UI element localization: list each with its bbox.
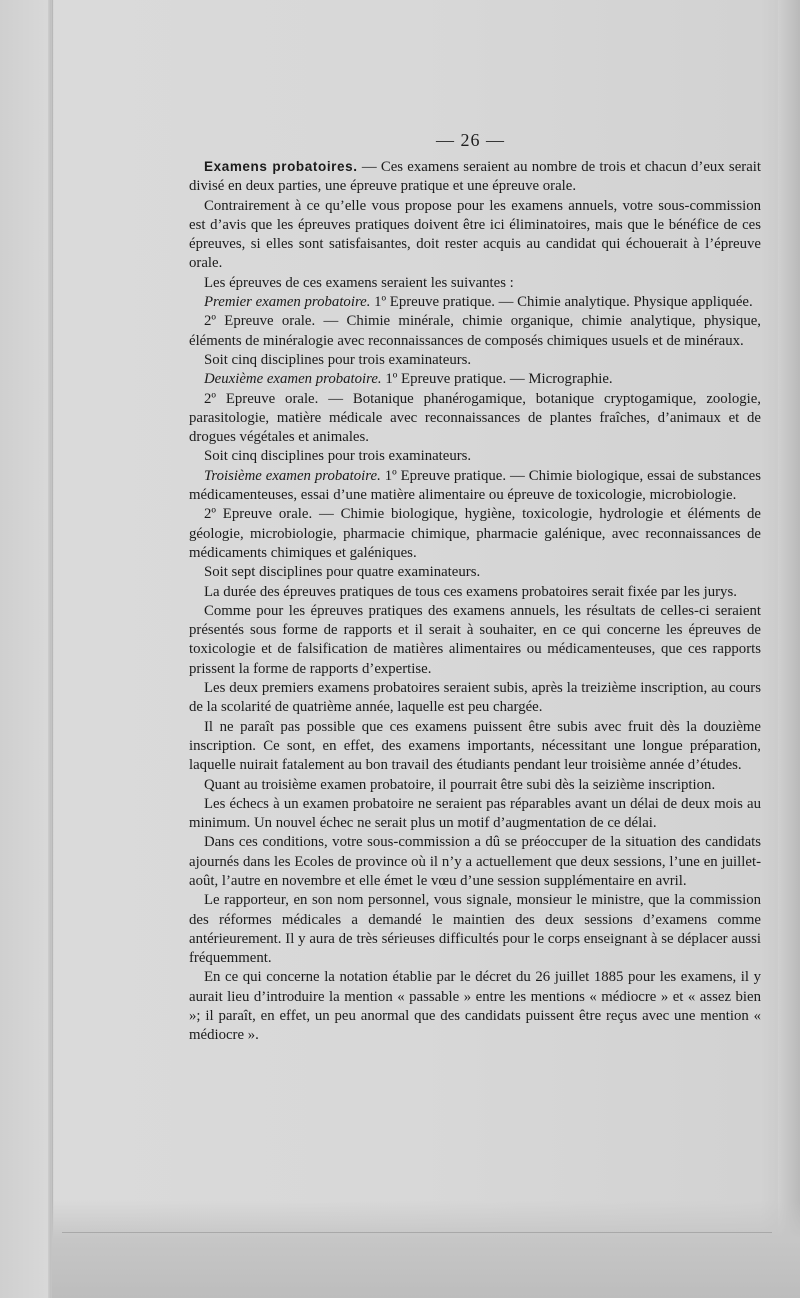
- exam-title: Deuxième examen probatoire.: [204, 371, 382, 388]
- paragraph: Soit cinq disciplines pour trois examinateurs.: [204, 448, 472, 465]
- paragraph: [189, 157, 761, 197]
- paragraph-text: — Ces examens seraient au nombre de trois et chacun d’eux serait divisé en deux parties, une épreuve pratique et une épreuve orale.: [189, 159, 761, 195]
- exam-title: Troisième examen probatoire.: [204, 467, 381, 484]
- paragraph: Contrairement à ce qu’elle vous propose pour les examens annuels, votre sous-commission est d’avis que les épreuves pratiques doivent être ici éliminatoires, mais que le bénéfice de ces épreuves, si elles sont satisfaisantes, doit rester acquis au candidat qui échouerait à l’épreuve orale.: [189, 197, 761, 272]
- paragraph: [189, 467, 761, 506]
- paragraph: Le rapporteur, en son nom personnel, vous signale, monsieur le ministre, que la commission des réformes médicales a demandé le maintien des deux sessions d’examens comme antérieurement. Il y aura de très sérieuses difficultés pour le corps enseignant à se déplacer aussi fréquemment.: [189, 892, 761, 967]
- paragraph: La durée des épreuves pratiques de tous ces examens probatoires serait fixée par les jurys.: [204, 583, 737, 600]
- paragraph-text: 1º Epreuve pratique. — Chimie biologique, essai de substances médicamenteuses, essai d’une matière alimentaire ou épreuve de toxicologie, microbiologie.: [189, 467, 762, 504]
- paragraph: 2º Epreuve orale. — Chimie minérale, chimie organique, chimie analytique, physique, éléments de minéralogie avec reconnaissances de composés chimiques usuels et de minéraux.: [189, 313, 761, 349]
- paragraph: [189, 293, 761, 312]
- page-bottom-edge: [52, 1200, 800, 1298]
- paragraph: Les échecs à un examen probatoire ne seraient pas réparables avant un délai de deux mois au minimum. Un nouvel échec ne serait plus un motif d’augmentation de ce délai.: [189, 795, 761, 832]
- paragraph: Comme pour les épreuves pratiques des examens annuels, les résultats de celles-ci seraient présentés sous forme de rapports et il serait à souhaiter, en ce qui concerne les épreuves de toxicologie et de falsification de matières alimentaires ou médicamenteuses, que ces rapports prissent la forme de rapports d’expertise.: [189, 602, 761, 677]
- paragraph: Les deux premiers examens probatoires seraient subis, après la treizième inscription, au cours de la scolarité de quatrième année, laquelle est peu chargée.: [189, 680, 761, 716]
- paragraph: [189, 370, 761, 389]
- exam-title: Premier examen probatoire.: [204, 294, 371, 311]
- page-right-edge: [778, 0, 800, 1298]
- body-text: [189, 157, 761, 1046]
- binding-gutter: [0, 0, 53, 1298]
- paragraph-text: 1º Epreuve pratique. — Chimie analytique. Physique appliquée.: [370, 294, 753, 311]
- gutter-shadow: [48, 0, 54, 1298]
- section-heading: Examens probatoires.: [204, 159, 358, 174]
- paragraph: 2º Epreuve orale. — Chimie biologique, hygiène, toxicologie, hydrologie et éléments de géologie, microbiologie, pharmacie chimique, pharmacie galénique, avec reconnaissances de médicaments chimiques et galéniques.: [189, 506, 761, 561]
- paragraph: Quant au troisième examen probatoire, il pourrait être subi dès la seizième inscription.: [204, 776, 716, 793]
- paragraph: 2º Epreuve orale. — Botanique phanérogamique, botanique cryptogamique, zoologie, parasitologie, matière médicale avec reconnaissances de plantes fraîches, d’animaux et de drogues végétales et animales.: [189, 390, 761, 446]
- paragraph: Les épreuves de ces examens seraient les suivantes :: [204, 274, 514, 291]
- paragraph: Il ne paraît pas possible que ces examens puissent être subis avec fruit dès la douzième inscription. Ce sont, en effet, des examens importants, nécessitant une longue préparation, laquelle nuirait fatalement au bon travail des étudiants pendant leur troisième année d’études.: [189, 718, 761, 774]
- page-number: — 26 —: [436, 130, 505, 150]
- paragraph: Soit cinq disciplines pour trois examinateurs.: [204, 351, 472, 368]
- paragraph-text: 1º Epreuve pratique. — Micrographie.: [381, 371, 613, 388]
- paragraph: En ce qui concerne la notation établie par le décret du 26 juillet 1885 pour les examens, il y aurait lieu d’introduire la mention « passable » entre les mentions « médiocre » et « assez bien »; il paraît, en effet, un peu anormal que des candidats puissent être reçus avec une mention « médiocre ».: [189, 969, 761, 1044]
- paragraph: Dans ces conditions, votre sous-commission a dû se préoccuper de la situation des candidats ajournés dans les Ecoles de province où il n’y a actuellement que deux sessions, l’une en juillet-août, l’autre en novembre et elle émet le vœu d’une session supplémentaire en avril.: [189, 834, 761, 889]
- page-fold-line: [62, 1232, 772, 1233]
- paragraph: Soit sept disciplines pour quatre examinateurs.: [204, 564, 481, 581]
